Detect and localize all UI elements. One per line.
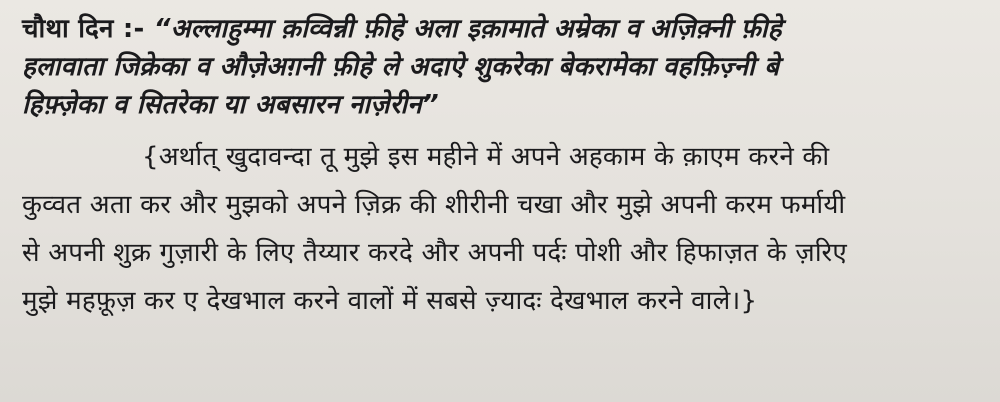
text-line bbox=[22, 10, 986, 48]
text-line: कुव्वत अता कर और मुझको अपने ज़िक्र की शीरीनी चखा और मुझे अपनी करम फर्मायी bbox=[22, 190, 846, 220]
text-line: से अपनी शुक्र गुज़ारी के लिए तैय्यार करदे और अपनी पर्दः पोशी और हिफाज़त के ज़रिए bbox=[22, 238, 847, 268]
text-line: हिफ़्ज़ेका व सितरेका या अबसारन नाज़ेरीन” bbox=[22, 90, 439, 120]
day-heading: चौथा दिन :- bbox=[22, 14, 154, 44]
text-line: मुझे महफ़ूज़ कर ए देखभाल करने वालों में सबसे ज़्यादः देखभाल करने वाले।} bbox=[22, 286, 758, 316]
prayer-transliteration bbox=[22, 10, 986, 124]
prayer-meaning bbox=[22, 133, 986, 325]
text-line: {अर्थात् खुदावन्दा तू मुझे इस महीने में अपने अहकाम के क़ाएम करने की bbox=[142, 142, 830, 172]
transliteration-text: “अल्लाहुम्मा क़व्विन्नी फ़ीहे अला इक़ामाते अम्रेका व अज़िक़्नी फ़ीहे bbox=[153, 14, 782, 44]
text-line: हलावाता जिक्रेका व औज़ेअग़नी फ़ीहे ले अदाऐ शुकरेका बेकरामेका वहफ़िज़्नी बे bbox=[22, 52, 780, 82]
